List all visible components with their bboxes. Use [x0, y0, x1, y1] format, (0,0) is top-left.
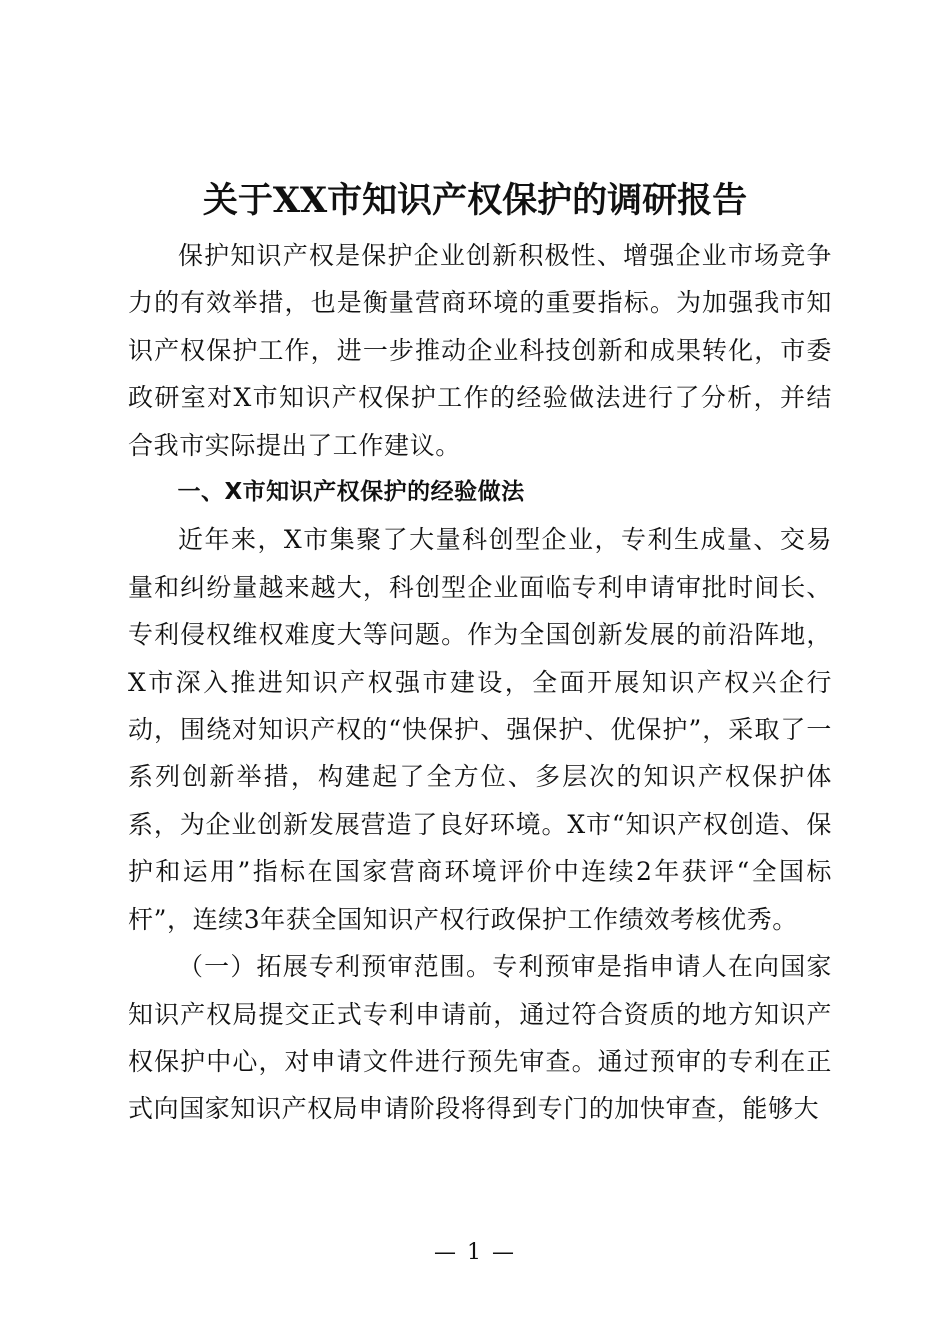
section-heading: 一、X市知识产权保护的经验做法 [177, 479, 525, 506]
document-title: 关于XX市知识产权保护的调研报告 [202, 180, 748, 221]
subsection-paragraph: （一）拓展专利预审范围。专利预审是指申请人在向国家知识产权局提交正式专利申请前，通过符合资质的地方知识产权保护中心，对申请文件进行预先审查。通过预审的专利在正式向国家知识产权局申请阶段将得到专门的加快审查，能够大 [128, 952, 832, 1124]
document-body [128, 232, 832, 1133]
page-number: — 1 — [434, 1240, 516, 1265]
body-paragraph: 近年来，X市集聚了大量科创型企业，专利生成量、交易量和纠纷量越来越大，科创型企业面临专利申请审批时间长、专利侵权维权难度大等问题。作为全国创新发展的前沿阵地，X市深入推进知识产权强市建设，全面开展知识产权兴企行动，围绕对知识产权的“快保护、强保护、优保护”，采取了一系列创新举措，构建起了全方位、多层次的知识产权保护体系，为企业创新发展营造了良好环境。X市“知识产权创造、保护和运用”指标在国家营商环境评价中连续2年获评“全国标杆”，连续3年获全国知识产权行政保护工作绩效考核优秀。 [128, 525, 832, 934]
intro-paragraph: 保护知识产权是保护企业创新积极性、增强企业市场竞争力的有效举措，也是衡量营商环境的重要指标。为加强我市知识产权保护工作，进一步推动企业科技创新和成果转化，市委政研室对X市知识产权保护工作的经验做法进行了分析，并结合我市实际提出了工作建议。 [128, 241, 832, 460]
